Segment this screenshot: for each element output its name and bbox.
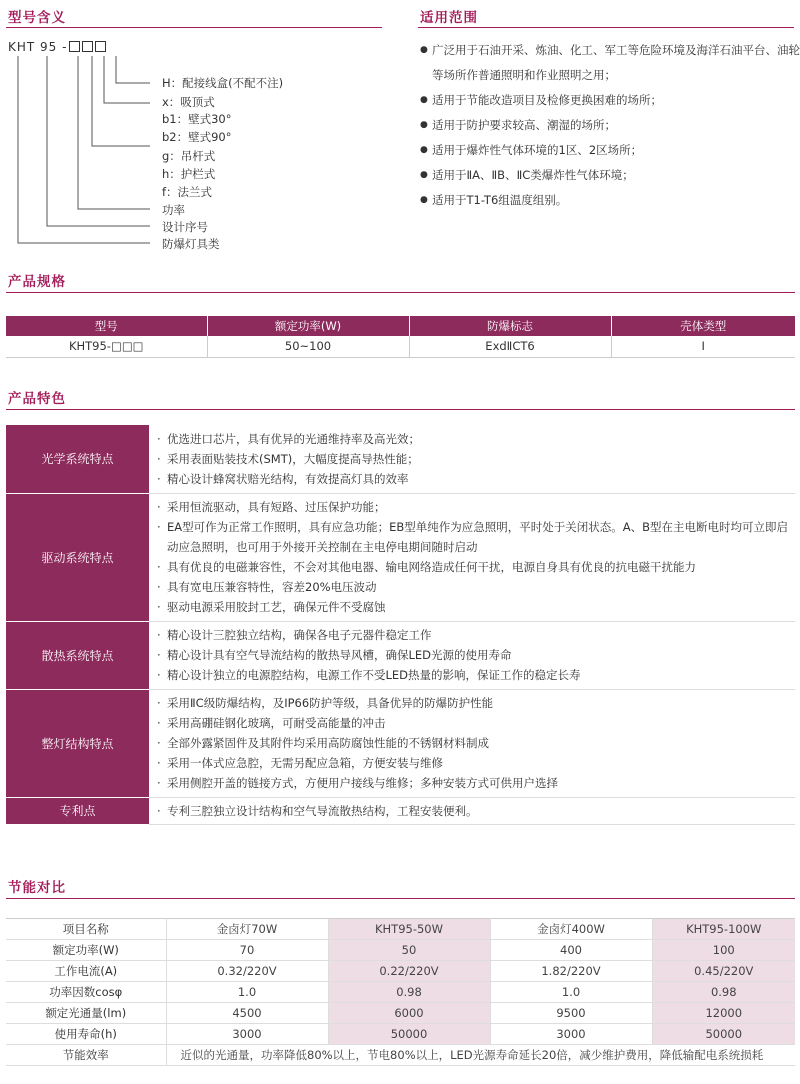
compare-header: KHT95-100W — [652, 919, 795, 940]
feature-group — [6, 797, 795, 824]
compare-header: 项目名称 — [6, 919, 166, 940]
section-divider — [6, 292, 795, 293]
compare-cell: 1.0 — [490, 982, 652, 1003]
spec-title: 产品规格 — [8, 274, 66, 290]
compare-cell: 功率因数cosφ — [6, 982, 166, 1003]
legend-wall-30: b1：壁式30° — [162, 112, 232, 126]
features-table — [6, 425, 795, 825]
feature-group-name: 驱动系统特点 — [6, 493, 149, 621]
feature-item: · 采用高硼硅钢化玻璃，可耐受高能量的冲击 — [157, 713, 795, 733]
feature-item: · 具有宽电压兼容特性，容差20%电压波动 — [157, 577, 795, 597]
feature-group-name: 整灯结构特点 — [6, 689, 149, 797]
spec-cell: 50~100 — [207, 336, 409, 357]
compare-cell: 0.98 — [328, 982, 490, 1003]
compare-header: KHT95-50W — [328, 919, 490, 940]
compare-cell: 1.0 — [166, 982, 328, 1003]
compare-cell: 50000 — [652, 1024, 795, 1045]
spec-header-row — [6, 316, 795, 336]
compare-cell: 9500 — [490, 1003, 652, 1024]
feature-item: · 精心设计独立的电源腔结构，电源工作不受LED热量的影响，保证工作的稳定长寿 — [157, 665, 795, 685]
legend-flange: f：法兰式 — [162, 185, 213, 199]
compare-cell: 50 — [328, 940, 490, 961]
legend-junction-box: H：配接线盒(不配不注) — [162, 76, 284, 90]
compare-row — [6, 1024, 795, 1045]
spec-cell: Ⅰ — [611, 336, 795, 357]
efficiency-text: 近似的光通量，功率降低80%以上，节电80%以上，LED光源寿命延长20倍，减少维护费用，降低输配电系统损耗 — [166, 1045, 795, 1066]
feature-group — [6, 689, 795, 797]
compare-cell: 1.82/220V — [490, 961, 652, 982]
compare-title: 节能对比 — [8, 880, 66, 896]
compare-cell: 0.22/220V — [328, 961, 490, 982]
scope-item: ● 适用于ⅡA、ⅡB、ⅡC类爆炸性气体环境； — [420, 163, 800, 188]
section-divider — [6, 898, 795, 899]
model-code-prefix: KHT 95 - — [8, 40, 68, 54]
scope-item: ● 适用于节能改造项目及检修更换困难的场所； — [420, 88, 800, 113]
feature-item: · 精心设计具有空气导流结构的散热导风槽，确保LED光源的使用寿命 — [157, 645, 795, 665]
spec-row — [6, 336, 795, 357]
compare-cell: 0.98 — [652, 982, 795, 1003]
scope-list — [420, 38, 800, 213]
compare-efficiency-row — [6, 1045, 795, 1066]
legend-pendant: g：吊杆式 — [162, 149, 216, 163]
spec-header: 型号 — [6, 316, 207, 336]
scope-item: ● 适用于防护要求较高、潮湿的场所； — [420, 113, 800, 138]
feature-item: · 采用ⅡC级防爆结构，及IP66防护等级，具备优异的防爆防护性能 — [157, 693, 795, 713]
scope-item: ● 广泛用于石油开采、炼油、化工、军工等危险环境及海洋石油平台、油轮等场所作普通照明和作业照明之用； — [420, 38, 800, 88]
feature-group — [6, 493, 795, 621]
compare-cell: 50000 — [328, 1024, 490, 1045]
feature-items — [149, 425, 795, 493]
compare-header: 金卤灯70W — [166, 919, 328, 940]
legend-guardrail: h：护栏式 — [162, 167, 216, 181]
feature-group — [6, 425, 795, 493]
compare-header-row — [6, 919, 795, 940]
compare-cell: 额定光通量(lm) — [6, 1003, 166, 1024]
feature-group-name: 散热系统特点 — [6, 621, 149, 689]
legend-lamp-class: 防爆灯具类 — [162, 237, 220, 251]
compare-cell: 0.45/220V — [652, 961, 795, 982]
compare-cell: 12000 — [652, 1003, 795, 1024]
features-title: 产品特色 — [8, 391, 66, 407]
scope-item: ● 适用于爆炸性气体环境的1区、2区场所； — [420, 138, 800, 163]
efficiency-label: 节能效率 — [6, 1045, 166, 1066]
compare-cell: 70 — [166, 940, 328, 961]
feature-item: · EA型可作为正常工作照明，具有应急功能；EB型单纯作为应急照明，平时处于关闭状态。A、B型在主电断电时均可立即启动应急照明，也可用于外接开关控制在主电停电期间随时启动 — [157, 517, 795, 557]
feature-item: · 全部外露紧固件及其附件均采用高防腐蚀性能的不锈钢材料制成 — [157, 733, 795, 753]
compare-table — [6, 918, 795, 1066]
compare-cell: 4500 — [166, 1003, 328, 1024]
scope-item: ● 适用于T1-T6组温度组别。 — [420, 188, 800, 213]
spec-header: 额定功率(W) — [207, 316, 409, 336]
feature-item: · 精心设计三腔独立结构，确保各电子元器件稳定工作 — [157, 625, 795, 645]
feature-items — [149, 689, 795, 797]
compare-cell: 0.32/220V — [166, 961, 328, 982]
section-divider — [418, 27, 794, 28]
section-divider — [6, 409, 795, 410]
feature-item: · 精心设计蜂窝状赔光结构，有效提高灯具的效率 — [157, 469, 795, 489]
feature-item: · 采用一体式应急腔，无需另配应急箱，方便安装与维修 — [157, 753, 795, 773]
feature-item: · 专利三腔独立设计结构和空气导流散热结构，工程安装便利。 — [157, 801, 795, 821]
spec-cell: ExdⅡCT6 — [409, 336, 611, 357]
feature-item: · 优选进口芯片，具有优异的光通维持率及高光效； — [157, 429, 795, 449]
feature-item: · 采用表面贴装技术(SMT)，大幅度提高导热性能； — [157, 449, 795, 469]
feature-group — [6, 621, 795, 689]
compare-row — [6, 961, 795, 982]
compare-cell: 3000 — [166, 1024, 328, 1045]
spec-cell: KHT95-□□□ — [6, 336, 207, 357]
compare-row — [6, 982, 795, 1003]
feature-items — [149, 621, 795, 689]
legend-ceiling: x：吸顶式 — [162, 95, 215, 109]
compare-row — [6, 1003, 795, 1024]
feature-group-name: 专利点 — [6, 797, 149, 824]
compare-cell: 使用寿命(h) — [6, 1024, 166, 1045]
compare-cell: 工作电流(A) — [6, 961, 166, 982]
compare-cell: 400 — [490, 940, 652, 961]
feature-group-name: 光学系统特点 — [6, 425, 149, 493]
legend-design-serial: 设计序号 — [162, 220, 208, 234]
spec-header: 防爆标志 — [409, 316, 611, 336]
legend-wall-90: b2：壁式90° — [162, 130, 232, 144]
feature-item: · 采用侧腔开盖的链接方式，方便用户接线与维修；多种安装方式可供用户选择 — [157, 773, 795, 793]
legend-power: 功率 — [162, 203, 185, 217]
feature-items — [149, 797, 795, 824]
spec-header: 壳体类型 — [611, 316, 795, 336]
compare-cell: 3000 — [490, 1024, 652, 1045]
compare-row — [6, 940, 795, 961]
compare-header: 金卤灯400W — [490, 919, 652, 940]
scope-title: 适用范围 — [420, 10, 478, 26]
compare-cell: 6000 — [328, 1003, 490, 1024]
feature-item: · 具有优良的电磁兼容性，不会对其他电器、输电网络造成任何干扰，电源自身具有优良的抗电磁干扰能力 — [157, 557, 795, 577]
compare-cell: 100 — [652, 940, 795, 961]
feature-item: · 采用恒流驱动，具有短路、过压保护功能； — [157, 497, 795, 517]
model-meaning-title: 型号含义 — [8, 10, 66, 26]
spec-table — [6, 316, 795, 358]
compare-cell: 额定功率(W) — [6, 940, 166, 961]
feature-items — [149, 493, 795, 621]
feature-item: · 驱动电源采用胶封工艺，确保元件不受腐蚀 — [157, 597, 795, 617]
